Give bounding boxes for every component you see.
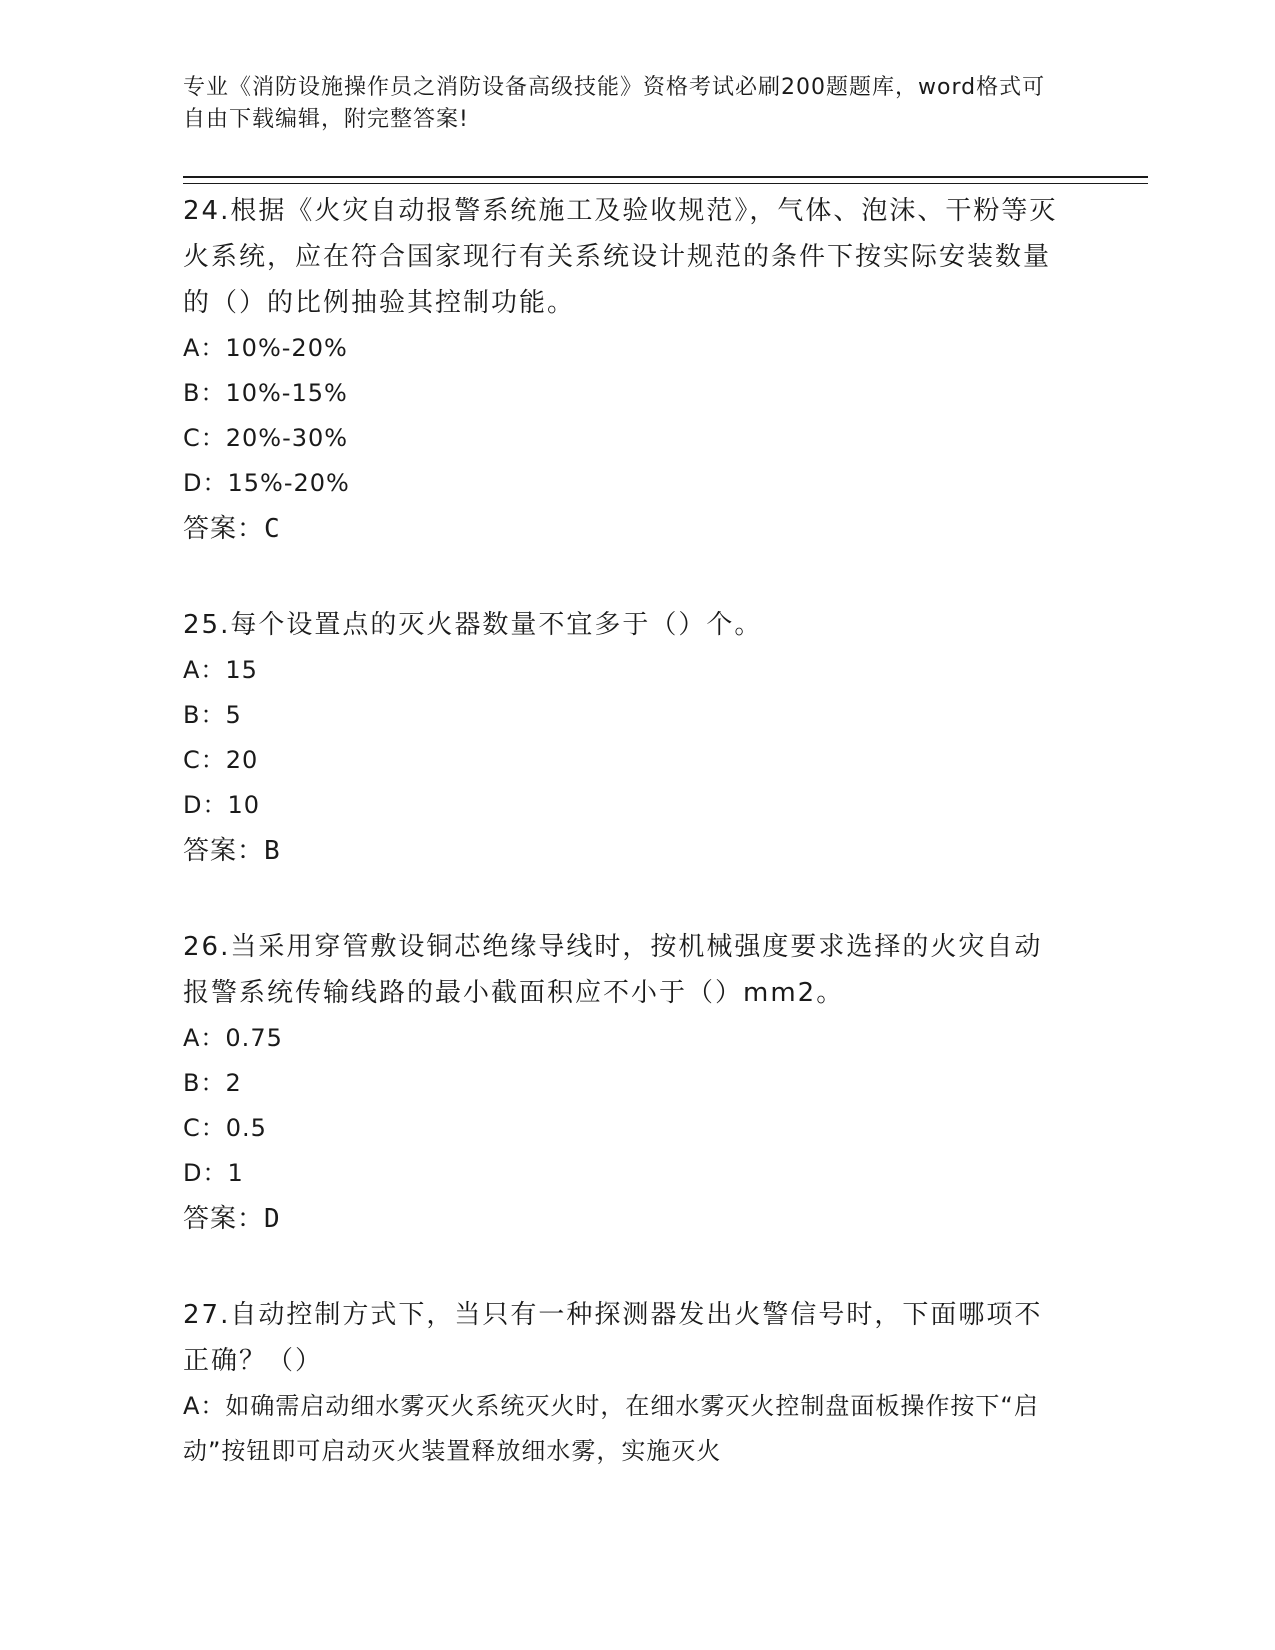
answer-value: D	[264, 1204, 281, 1234]
answer-line	[183, 506, 1063, 552]
question-stem: 27.自动控制方式下，当只有一种探测器发出火警信号时，下面哪项不正确？（）	[183, 1300, 1043, 1376]
question-27	[183, 1292, 1063, 1474]
question-25	[183, 602, 1063, 874]
answer-label: 答案：	[183, 514, 265, 544]
question-stem: 24.根据《火灾自动报警系统施工及验收规范》，气体、泡沫、干粉等灭火系统，应在符合国家现行有关系统设计规范的条件下按实际安装数量的（）的比例抽验其控制功能。	[183, 196, 1058, 318]
header-divider	[183, 176, 1148, 184]
answer-value: C	[264, 514, 281, 544]
option-a: A：如确需启动细水雾灭火系统灭火时，在细水雾灭火控制盘面板操作按下“启动”按钮即可启动灭火装置释放细水雾，实施灭火	[183, 1392, 1039, 1465]
answer-line	[183, 828, 1063, 874]
answer-label: 答案：	[183, 836, 265, 866]
option-d: D：1	[183, 1159, 244, 1187]
option-a: A：15	[183, 656, 258, 684]
question-26	[183, 924, 1063, 1242]
option-d: D：10	[183, 791, 261, 819]
option-c: C：0.5	[183, 1114, 267, 1142]
option-d: D：15%-20%	[183, 469, 350, 497]
answer-value: B	[264, 836, 281, 866]
question-stem: 26.当采用穿管敷设铜芯绝缘导线时，按机械强度要求选择的火灾自动报警系统传输线路的最小截面积应不小于（）mm2。	[183, 932, 1043, 1008]
option-a: A：0.75	[183, 1024, 283, 1052]
question-24	[183, 188, 1063, 552]
option-c: C：20	[183, 746, 259, 774]
question-list	[183, 188, 1063, 1524]
question-stem: 25.每个设置点的灭火器数量不宜多于（）个。	[183, 610, 763, 640]
option-b: B：10%-15%	[183, 379, 348, 407]
option-b: B：5	[183, 701, 242, 729]
answer-label: 答案：	[183, 1204, 265, 1234]
option-c: C：20%-30%	[183, 424, 349, 452]
option-b: B：2	[183, 1069, 242, 1097]
answer-line	[183, 1196, 1063, 1242]
option-a: A：10%-20%	[183, 334, 348, 362]
document-header: 专业《消防设施操作员之消防设备高级技能》资格考试必刷200题题库，word格式可自由下载编辑，附完整答案!	[183, 75, 1046, 132]
